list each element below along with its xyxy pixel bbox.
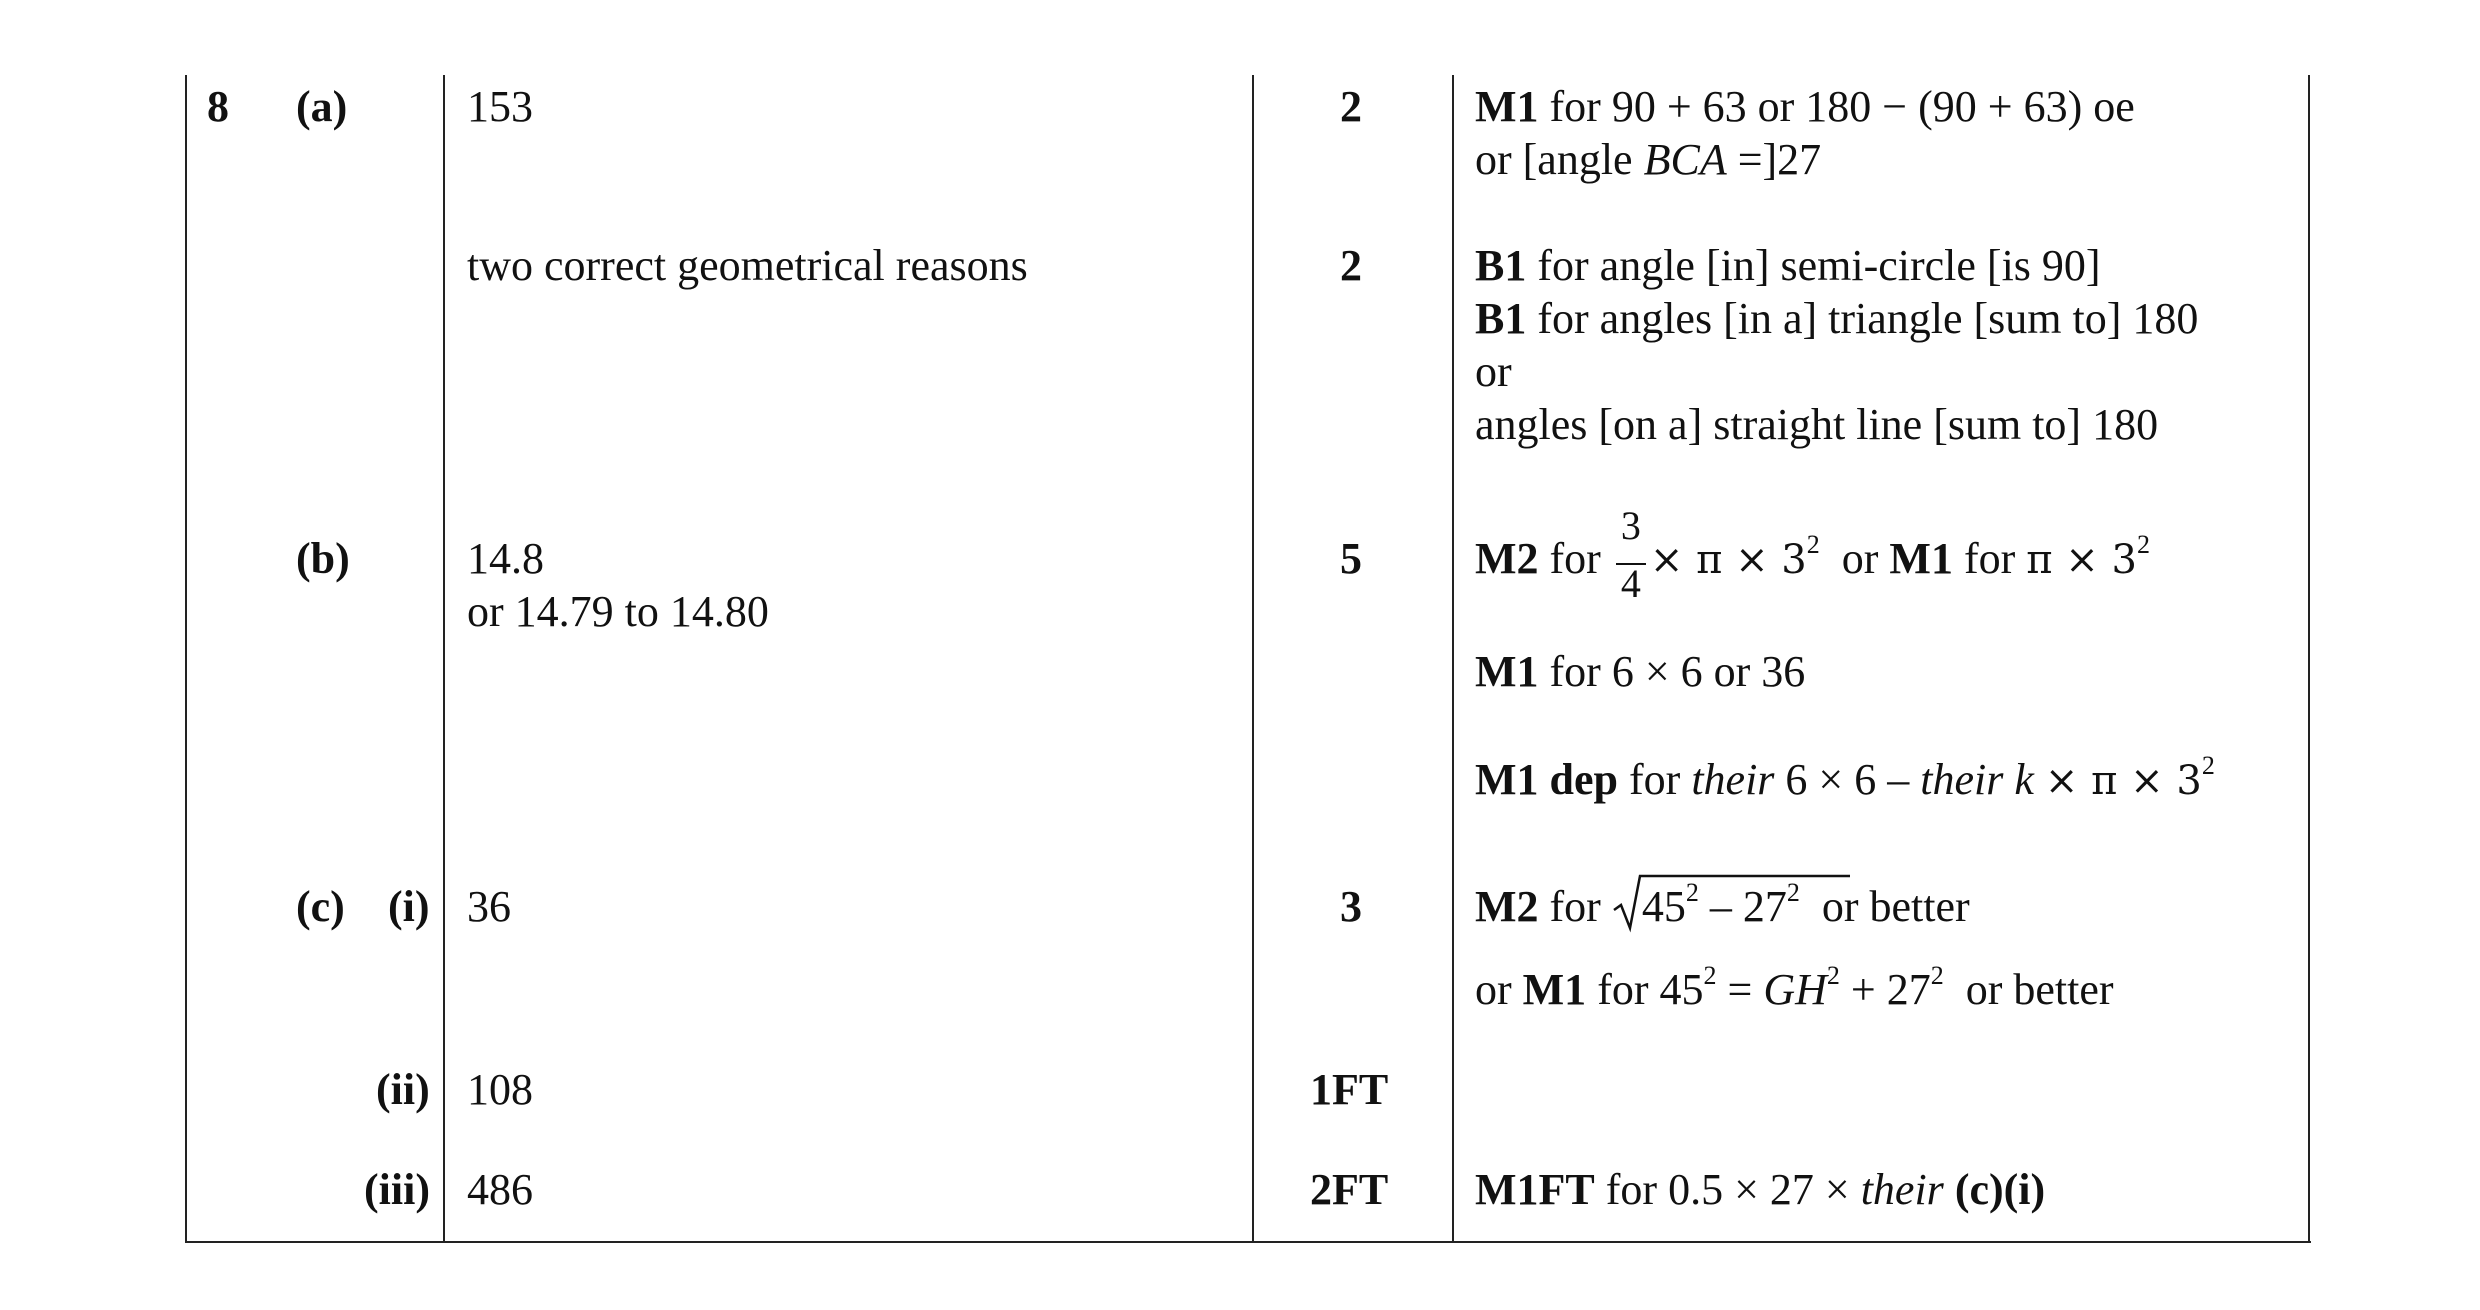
marks-a-1: 2 [1340, 82, 1362, 131]
mark-code-m1ft: M1FT [1475, 1165, 1595, 1214]
mark-code-m2: M2 [1475, 882, 1539, 931]
mark-code-b1: B1 [1475, 241, 1527, 290]
guidance-text: for [1549, 882, 1601, 931]
mark-code-m1: M1 [1475, 647, 1539, 696]
guidance-text: or [1475, 965, 1512, 1014]
exponent: 2 [2201, 751, 2215, 781]
angle-name: BCA [1643, 135, 1727, 184]
plus-term: + 27 [1839, 965, 1931, 1014]
mark-code-m2: M2 [1475, 534, 1539, 583]
radicand-rest: – 27 [1698, 882, 1787, 931]
column-divider-guidance [1452, 75, 1454, 1242]
answer-c-i: 36 [467, 882, 511, 931]
table-left-border [185, 75, 187, 1242]
answer-a-1: 153 [467, 82, 533, 131]
part-reference: (c)(i) [1954, 1165, 2046, 1214]
guidance-a2-line-1 [1475, 239, 2101, 293]
expression: × π × 3 [1649, 537, 1807, 583]
exponent: 2 [1806, 530, 1820, 560]
exponent: 2 [1930, 961, 1944, 991]
guidance-text: or [angle [1475, 135, 1644, 184]
guidance-a1-line-2 [1475, 133, 1821, 187]
radicand-base: 45 [1641, 882, 1686, 931]
mark-code-m1-dep: M1 dep [1475, 755, 1618, 804]
answer-c-ii: 108 [467, 1065, 533, 1114]
fraction-three-quarters [1614, 502, 1648, 606]
part-label-c: (c) [296, 882, 345, 931]
guidance-text: or better [1821, 882, 1970, 931]
answer-b-line-2: or 14.79 to 14.80 [467, 587, 769, 636]
guidance-b-line-2 [1475, 645, 1805, 699]
guidance-a2-line-2 [1475, 292, 2198, 346]
their-word: their [1860, 1165, 1944, 1214]
expression: π × 3 [2026, 537, 2137, 583]
answer-a-2: two correct geometrical reasons [467, 241, 1028, 290]
exponent: 2 [2136, 530, 2150, 560]
marks-c-ii: 1FT [1310, 1065, 1389, 1114]
guidance-text: for angles [in a] triangle [sum to] 180 [1537, 294, 2199, 343]
column-divider-answer [443, 75, 445, 1242]
mark-code-m1: M1 [1475, 82, 1539, 131]
their-word: their [1920, 755, 2004, 804]
exponent: 2 [1685, 878, 1699, 908]
part-label-c-ii: (ii) [376, 1065, 430, 1114]
part-label-a: (a) [296, 82, 348, 131]
part-label-b: (b) [296, 534, 350, 583]
guidance-b-line-1 [1475, 502, 2150, 606]
guidance-a2-line-3: or [1475, 347, 1512, 396]
guidance-text: for [1549, 534, 1601, 583]
mark-code-b1: B1 [1475, 294, 1527, 343]
fraction-numerator: 3 [1620, 502, 1641, 548]
guidance-a2-line-4: angles [on a] straight line [sum to] 180 [1475, 400, 2159, 449]
guidance-text: for angle [in] semi-circle [is 90] [1537, 241, 2101, 290]
question-number: 8 [207, 82, 229, 131]
fraction-denominator: 4 [1620, 560, 1641, 606]
guidance-ciii-line-1 [1475, 1163, 2045, 1217]
marks-c-iii: 2FT [1310, 1165, 1389, 1214]
variable-k: k [2014, 755, 2034, 804]
mark-code-m1: M1 [1889, 534, 1953, 583]
answer-c-iii: 486 [467, 1165, 533, 1214]
part-label-c-i: (i) [388, 882, 430, 931]
their-word: their [1691, 755, 1775, 804]
answer-b-line-1: 14.8 [467, 534, 544, 583]
guidance-text: for 0.5 × 27 × [1605, 1165, 1850, 1214]
guidance-text: 6 × 6 – [1785, 755, 1910, 804]
guidance-ci-line-1 [1475, 880, 1970, 934]
marks-b: 5 [1340, 534, 1362, 583]
mark-code-m1: M1 [1522, 965, 1587, 1014]
table-right-border [2308, 75, 2310, 1242]
guidance-ci-line-2 [1475, 963, 2114, 1017]
square-root [1612, 880, 1800, 934]
guidance-text: for 6 × 6 or 36 [1549, 647, 1806, 696]
marks-a-2: 2 [1340, 241, 1362, 290]
part-label-c-iii: (iii) [364, 1165, 430, 1214]
guidance-text: or better [1965, 965, 2114, 1014]
exponent: 2 [1826, 961, 1840, 991]
guidance-text: or [1841, 534, 1879, 583]
table-bottom-border [185, 1241, 2311, 1243]
marks-c-i: 3 [1340, 882, 1362, 931]
equals: = [1716, 965, 1764, 1014]
guidance-text: for [1963, 534, 2016, 583]
guidance-b-line-3 [1475, 753, 2215, 808]
guidance-a1-line-1 [1475, 80, 2135, 134]
guidance-text: for [1629, 755, 1681, 804]
variable-gh: GH [1763, 965, 1827, 1014]
expression: × π × 3 [2044, 758, 2202, 804]
exponent: 2 [1703, 961, 1717, 991]
guidance-text: =]27 [1726, 135, 1822, 184]
exponent: 2 [1786, 878, 1800, 908]
guidance-text: for 90 + 63 or 180 − (90 + 63) oe [1549, 82, 2135, 131]
guidance-text: for 45 [1597, 965, 1704, 1014]
column-divider-marks [1252, 75, 1254, 1242]
radical-sign-icon [1612, 872, 1852, 934]
